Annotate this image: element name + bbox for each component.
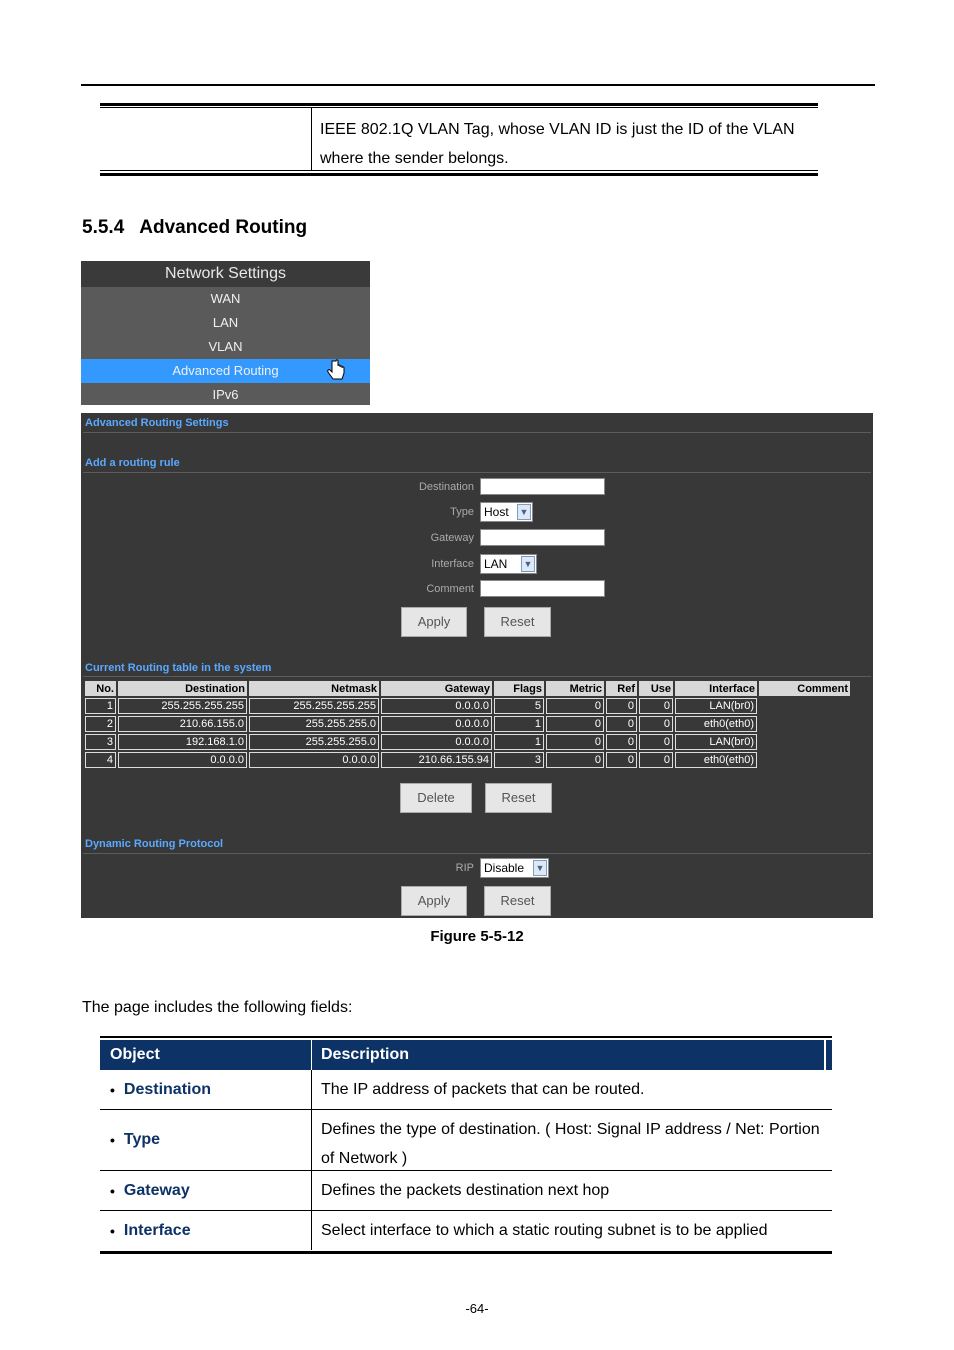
menu-item-advanced-routing-label: Advanced Routing: [172, 363, 279, 378]
fields-description-table: [100, 1036, 832, 1254]
table-cell: 0.0.0.0: [381, 734, 492, 750]
table-cell: 255.255.255.0: [249, 716, 379, 732]
table-cell: 0: [546, 752, 604, 768]
table-row: [100, 1171, 832, 1211]
add-rule-title: Add a routing rule: [85, 457, 180, 469]
column-header: Metric: [546, 681, 604, 696]
table-cell: 4: [85, 752, 116, 768]
table-cell: 0.0.0.0: [118, 752, 247, 768]
table-cell: 0: [606, 716, 637, 732]
table-row: [85, 698, 850, 714]
table-cell: 2: [85, 716, 116, 732]
object-name: Destination: [123, 1080, 212, 1098]
column-header: Netmask: [249, 681, 379, 696]
section-number: 5.5.4: [82, 217, 125, 238]
table-cell: eth0(eth0): [675, 752, 757, 768]
column-header: No.: [85, 681, 116, 696]
section-title: Advanced Routing: [139, 217, 308, 238]
gateway-label: Gateway: [430, 532, 474, 544]
apply-button[interactable]: Apply: [401, 607, 467, 637]
table-cell: [759, 716, 850, 732]
table-row: [100, 1211, 832, 1250]
routing-settings-panel: [81, 413, 873, 918]
column-header: Ref: [606, 681, 637, 696]
object-cell: • Destination: [100, 1070, 312, 1109]
interface-select[interactable]: [480, 554, 537, 574]
table-cell: 210.66.155.94: [381, 752, 492, 768]
dynamic-reset-button[interactable]: Reset: [484, 886, 551, 916]
menu-item-advanced-routing[interactable]: [81, 359, 370, 383]
type-select[interactable]: [480, 502, 533, 522]
delete-button[interactable]: Delete: [400, 783, 472, 813]
object-name: Interface: [123, 1221, 191, 1239]
table-cell: [759, 752, 850, 768]
chevron-down-icon: ▼: [517, 504, 531, 520]
interface-select-value: LAN: [484, 557, 508, 571]
rip-select[interactable]: [480, 858, 549, 878]
header-rule: [81, 84, 875, 86]
object-name: Gateway: [123, 1181, 190, 1199]
table-cell: LAN(br0): [675, 698, 757, 714]
table-row: [85, 716, 850, 732]
figure-caption: Figure 5-5-12: [430, 928, 524, 945]
table-cell: 255.255.255.255: [249, 698, 379, 714]
table-cell: 0: [639, 716, 673, 732]
object-cell: • Gateway: [100, 1171, 312, 1210]
description-header: Description: [312, 1040, 826, 1070]
table-cell: 0: [546, 734, 604, 750]
routing-table-header: [85, 681, 850, 696]
table-cell: 210.66.155.0: [118, 716, 247, 732]
description-cell: Defines the packets destination next hop: [321, 1182, 610, 1199]
table-cell: 0: [639, 698, 673, 714]
column-header: Gateway: [381, 681, 492, 696]
comment-input[interactable]: [480, 580, 605, 597]
continued-table: [100, 103, 818, 176]
routing-table-title: Current Routing table in the system: [85, 662, 272, 674]
object-header: Object: [100, 1040, 312, 1070]
gateway-input[interactable]: [480, 529, 605, 546]
table-cell: 5: [494, 698, 544, 714]
reset-button[interactable]: Reset: [484, 607, 551, 637]
column-header: Comment: [759, 681, 850, 696]
table-row: [100, 1070, 832, 1110]
comment-label: Comment: [426, 583, 474, 595]
table-row: [100, 1110, 832, 1171]
dynamic-routing-title: Dynamic Routing Protocol: [85, 838, 224, 850]
destination-label: Destination: [418, 481, 474, 493]
table-cell: 192.168.1.0: [118, 734, 247, 750]
table-cell: 1: [494, 734, 544, 750]
table-cell: 0: [606, 752, 637, 768]
destination-input[interactable]: [480, 478, 605, 495]
menu-header: Network Settings: [81, 261, 370, 287]
object-name: Type: [123, 1131, 161, 1148]
table-cell: 0.0.0.0: [381, 716, 492, 732]
table-cell: 0.0.0.0: [249, 752, 379, 768]
routing-table: [83, 679, 852, 770]
table-row: [85, 734, 850, 750]
menu-item-wan[interactable]: WAN: [210, 291, 241, 306]
column-header: Destination: [118, 681, 247, 696]
continued-description: IEEE 802.1Q VLAN Tag, whose VLAN ID is just the ID of the VLAN where the sender belongs.: [320, 121, 795, 167]
type-select-value: Host: [484, 505, 509, 519]
chevron-down-icon: ▼: [533, 860, 547, 876]
network-settings-menu: [81, 261, 370, 405]
object-cell: • Interface: [100, 1211, 312, 1250]
type-label: Type: [450, 506, 474, 518]
table-cell: 0: [606, 698, 637, 714]
table-cell: 0: [546, 698, 604, 714]
description-cell: The IP address of packets that can be routed.: [321, 1081, 645, 1098]
interface-label: Interface: [431, 558, 474, 570]
table-cell: eth0(eth0): [675, 716, 757, 732]
rip-label: RIP: [455, 862, 474, 874]
description-cell: Defines the type of destination. ( Host: Signal IP address / Net: Portion of Network ): [321, 1121, 820, 1167]
column-header: Use: [639, 681, 673, 696]
table-cell: 0: [639, 752, 673, 768]
table-cell: 3: [494, 752, 544, 768]
table-row: [85, 752, 850, 768]
rip-select-value: Disable: [484, 861, 525, 875]
menu-item-ipv6[interactable]: IPv6: [212, 387, 239, 402]
column-header: Interface: [675, 681, 757, 696]
table-header: [100, 1040, 832, 1070]
chevron-down-icon: ▼: [521, 556, 535, 572]
table-cell: 255.255.255.0: [249, 734, 379, 750]
object-cell: • Type: [100, 1110, 312, 1170]
hand-cursor-icon: [326, 359, 346, 383]
dynamic-apply-button[interactable]: Apply: [401, 886, 467, 916]
table-cell: 0: [606, 734, 637, 750]
table-reset-button[interactable]: Reset: [485, 783, 552, 813]
table-cell: LAN(br0): [675, 734, 757, 750]
column-header: Flags: [494, 681, 544, 696]
table-cell: 1: [85, 698, 116, 714]
section-heading: [82, 217, 307, 239]
table-cell: 1: [494, 716, 544, 732]
description-cell: Select interface to which a static routing subnet is to be applied: [321, 1222, 768, 1239]
table-cell: [759, 698, 850, 714]
table-cell: 0.0.0.0: [381, 698, 492, 714]
table-cell: 0: [546, 716, 604, 732]
menu-item-lan[interactable]: LAN: [212, 315, 239, 330]
intro-text: The page includes the following fields:: [82, 999, 353, 1016]
table-cell: 255.255.255.255: [118, 698, 247, 714]
panel-title: Advanced Routing Settings: [85, 417, 229, 429]
table-cell: 3: [85, 734, 116, 750]
menu-item-vlan[interactable]: VLAN: [208, 339, 243, 354]
table-cell: [759, 734, 850, 750]
page-number: -64-: [465, 1301, 489, 1316]
table-cell: 0: [639, 734, 673, 750]
